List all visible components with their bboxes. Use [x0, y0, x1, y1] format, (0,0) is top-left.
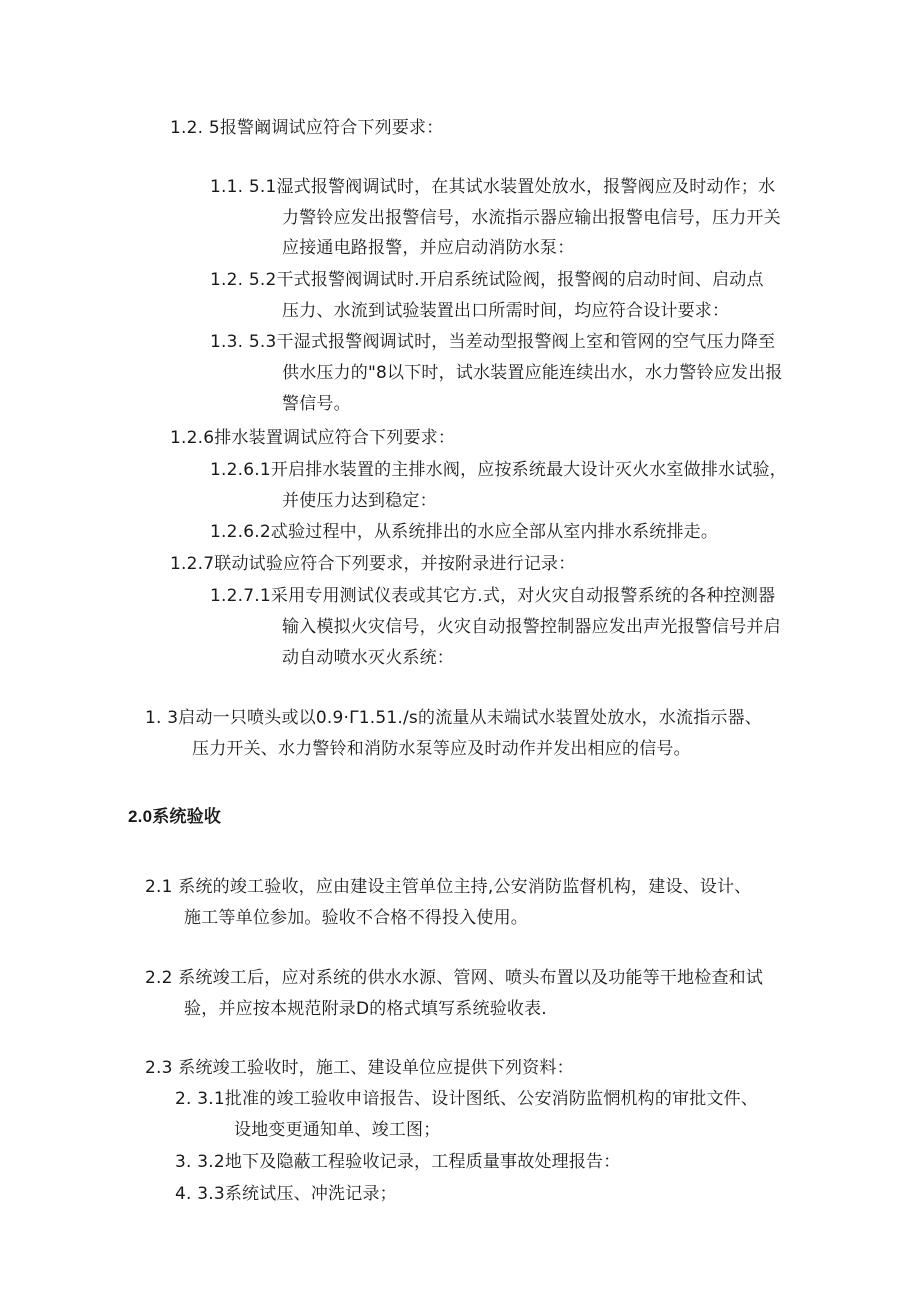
- clause-5-1-line-2: 力警铃应发出报警信号，水流指示器应输出报警电信号，压力开关: [282, 208, 781, 228]
- clause-5-3-line-2: 供水压力的"8以下时，试水装置应能连续出水，水力警铃应发出报: [282, 363, 783, 383]
- clause-2-2-line-1: 2.2 系统竣工后，应对系统的供水水源、管网、喷头布置以及功能等干地检查和试: [145, 968, 764, 988]
- clause-7-1-line-2: 输入模拟火灾信号，火灾自动报警控制器应发出声光报警信号并启: [282, 617, 781, 637]
- clause-1-3-line-2: 压力开关、水力警铃和消防水泵等应及时动作并发出相应的信号。: [192, 739, 691, 759]
- clause-1-2-5: 1.2. 5报警阚调试应符合下列要求：: [170, 118, 444, 138]
- clause-3-2: 3. 3.2地下及隐蔽工程验收记录，工程质量事故处理报告：: [175, 1152, 621, 1172]
- clause-5-1-line-3: 应接通电路报警，并应启动消防水泵：: [282, 238, 575, 258]
- clause-1-2-7: 1.2.7联动试验应符合下列要求，并按附录进行记录：: [170, 554, 576, 574]
- clause-5-1-line-1: 1.1. 5.1湿式报警阀调试时，在其试水装置处放水，报警阀应及时动作；水: [210, 177, 776, 197]
- clause-2-1-line-1: 2.1 系统的竣工验收，应由建设主管单位主持,公安消防监督机构，建设、设计、: [145, 877, 752, 897]
- clause-6-1-line-2: 并使压力达到稳定：: [282, 491, 437, 511]
- clause-1-2-6: 1.2.6排水装置调试应符合下列要求：: [170, 428, 456, 448]
- clause-5-2-line-1: 1.2. 5.2干式报警阀调试时.开启系统试险阀，报警阀的启动时间、启动点: [210, 270, 764, 290]
- clause-6-1-line-1: 1.2.6.1开启排水装置的主排水阀，应按系统最大设计灭火水室做排水试验，: [210, 460, 787, 480]
- clause-3-1-line-1: 2. 3.1批准的竣工验收申谙报告、设计图纸、公安消防监惘机构的审批文件、: [175, 1089, 759, 1109]
- clause-2-3: 2.3 系统竣工验收时，施工、建设单位应提供下列资料：: [145, 1058, 574, 1078]
- clause-3-1-line-2: 设地变更通知单、竣工图；: [234, 1120, 441, 1140]
- clause-2-2-line-2: 验，并应按本规范附录D的格式填写系统验收表.: [184, 999, 547, 1019]
- clause-7-1-line-1: 1.2.7.1采用专用测试仪表或其它方.式，对火灾自动报警系统的各种控测器: [210, 586, 776, 606]
- clause-5-2-line-2: 压力、水流到试验装置出口所需时间，均应符合设计要求：: [282, 301, 730, 321]
- clause-2-1-line-2: 施工等单位参加。验收不合格不得投入使用。: [184, 908, 528, 928]
- clause-5-3-line-3: 警信号。: [282, 394, 351, 414]
- clause-1-3-line-1: 1. 3启动一只喷头或以0.9·Γ1.51./s的流量从未端试水装置处放水，水流指示器、: [145, 708, 762, 728]
- clause-3-3: 4. 3.3系统试压、冲洗记录；: [175, 1184, 397, 1204]
- clause-5-3-line-1: 1.3. 5.3干湿式报警阀调试时，当差动型报警阀上室和管网的空气压力降至: [210, 332, 776, 352]
- clause-7-1-line-3: 动自动喷水灭火系统：: [282, 648, 454, 668]
- clause-6-2: 1.2.6.2忒验过程中，从系统排出的水应全部从室内排水系统排走。: [210, 522, 719, 542]
- section-heading-2-0: 2.0系统验收: [128, 807, 222, 826]
